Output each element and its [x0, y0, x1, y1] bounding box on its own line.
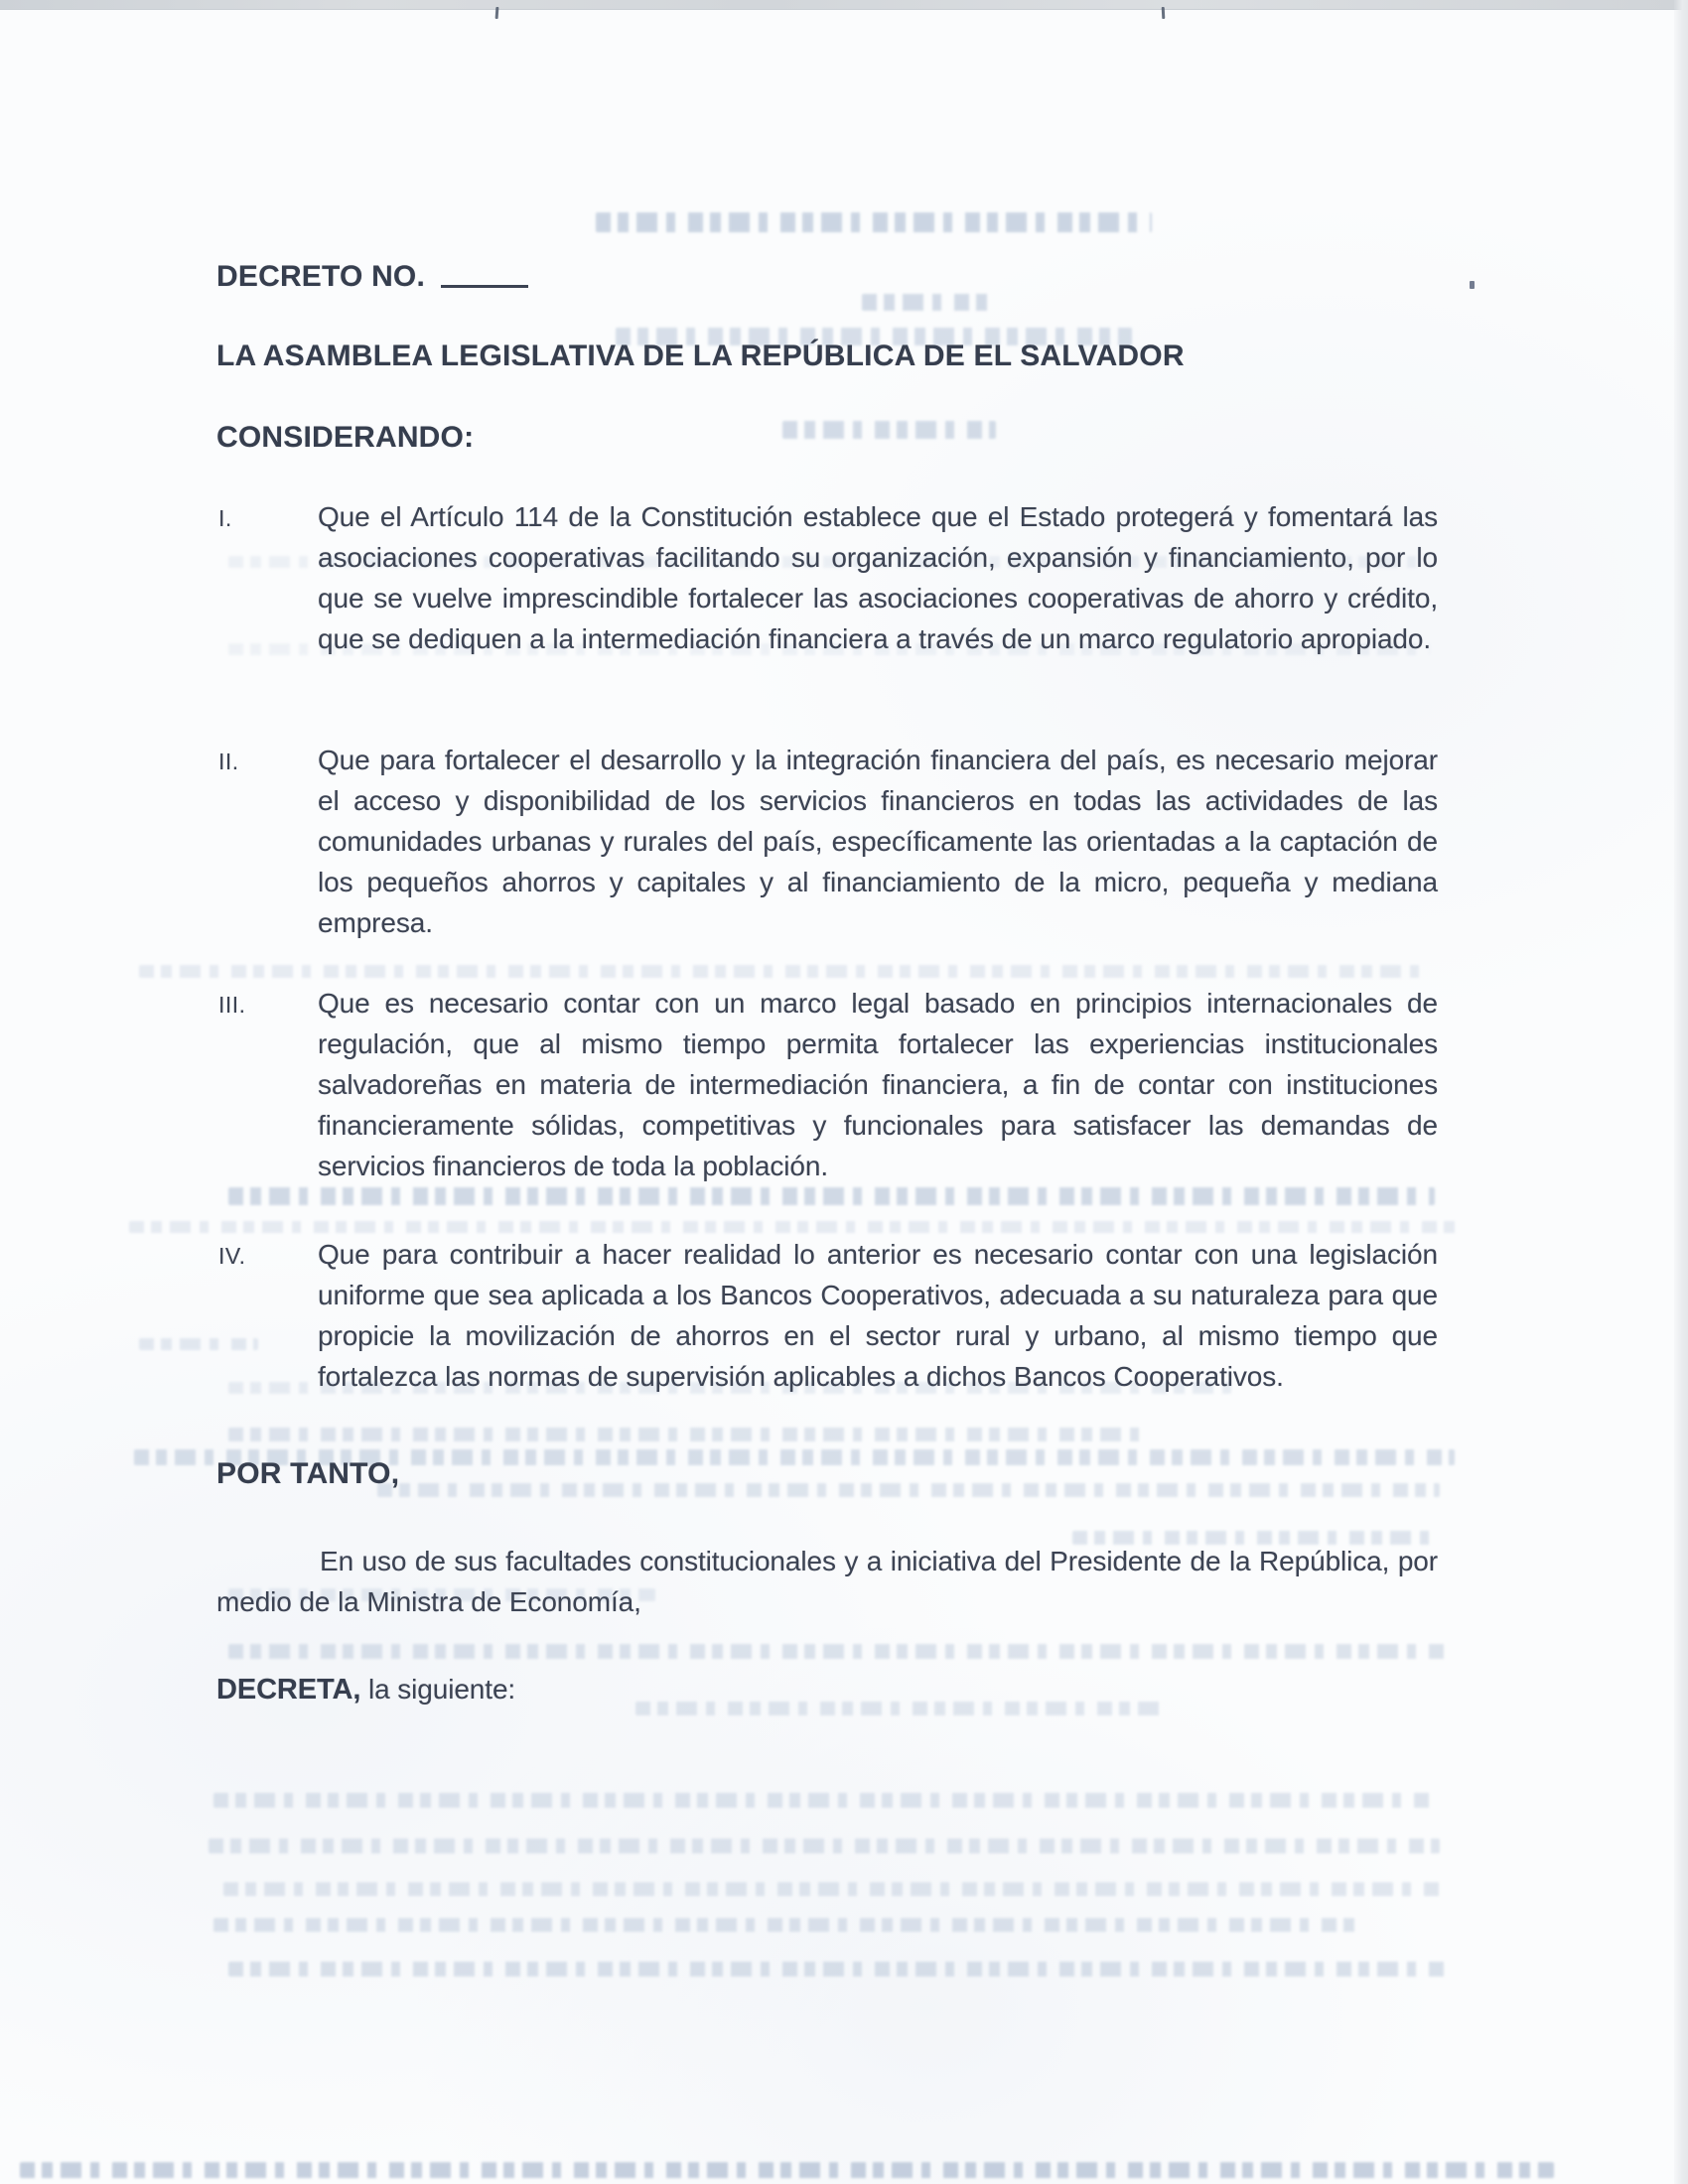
- bleedthrough-text: [139, 965, 1430, 978]
- consideration-text: Que para contribuir a hacer realidad lo anterior es necesario contar con una legislación uniforme que sea aplicada a los Bancos Cooperativos, adecuada a su naturaleza para que propicie la movilización de ahorros en el sector rural y urbano, al mismo tiempo que fortalezca las normas de supervisión aplicables a dichos Bancos Cooperativos.: [318, 1239, 1438, 1392]
- consideration-numeral: II.: [218, 749, 239, 774]
- authority-paragraph: En uso de sus facultades constitucionales y a iniciativa del Presidente de la República, por medio de la Ministra de Economía,: [216, 1546, 1438, 1617]
- decreta-label: DECRETA,: [216, 1674, 361, 1706]
- bleedthrough-text: [228, 1962, 1450, 1977]
- bleedthrough-text: [213, 1918, 1355, 1932]
- bleedthrough-text: [209, 1839, 1440, 1853]
- bleedthrough-text: [228, 1187, 1435, 1205]
- scan-speck: [1162, 7, 1166, 19]
- considering-heading: CONSIDERANDO:: [216, 421, 475, 454]
- decree-number-label: DECRETO NO.: [216, 260, 426, 293]
- consideration-text: Que es necesario contar con un marco legal basado en principios internacionales de regulación, que al mismo tiempo permita fortalecer las experiencias institucionales salvadoreñas en materia de intermediación financiera, a fin de contar con instituciones financieramente sólidas, competitivas y funcionales para satisfacer las demandas de servicios financieros de toda la población.: [318, 988, 1438, 1181]
- bleedthrough-text: [228, 1644, 1445, 1659]
- consideration-numeral: III.: [218, 992, 246, 1018]
- scan-speck: [495, 7, 499, 19]
- scan-edge-band-right: [1674, 0, 1688, 2184]
- decree-number-blank: [441, 285, 528, 288]
- bleedthrough-text: [782, 421, 996, 439]
- bleedthrough-text: [377, 1483, 1440, 1497]
- bleedthrough-text: [223, 1882, 1445, 1896]
- decree-number-heading: [216, 260, 528, 294]
- scan-speck: [1470, 281, 1475, 289]
- consideration-text: Que el Artículo 114 de la Constitución establece que el Estado protegerá y fomentará las asociaciones cooperativas facilitando su organización, expansión y financiamiento, por lo que se vuelve imprescindible fortalecer las asociaciones cooperativas de ahorro y crédito, que se dediquen a la intermediación financiera a través de un marco regulatorio apropiado.: [318, 501, 1438, 654]
- decreta-rest: la siguiente:: [360, 1674, 516, 1705]
- bleedthrough-text: [129, 1221, 1460, 1233]
- assembly-heading: LA ASAMBLEA LEGISLATIVA DE LA REPÚBLICA DE EL SALVADOR: [216, 340, 1185, 372]
- scan-edge-band-top: [0, 0, 1688, 10]
- bleedthrough-text: [596, 212, 1152, 232]
- consideration-item-2: [218, 740, 1438, 943]
- bleedthrough-text: [213, 1793, 1435, 1808]
- bleedthrough-text: [228, 1428, 1152, 1441]
- consideration-item-4: [218, 1234, 1438, 1397]
- bleedthrough-text: [20, 2162, 1554, 2178]
- consideration-numeral: I.: [218, 505, 232, 531]
- consideration-item-1: [218, 496, 1438, 659]
- consideration-text: Que para fortalecer el desarrollo y la integración financiera del país, es necesario mejorar el acceso y disponibilidad de los servicios financieros en todas las actividades de las comunidades urbanas y rurales del país, específicamente las orientadas a la captación de los pequeños ahorros y capitales y al financiamiento de la micro, pequeña y mediana empresa.: [318, 745, 1438, 938]
- decreta-line: [216, 1674, 515, 1706]
- consideration-numeral: IV.: [218, 1243, 246, 1269]
- bleedthrough-text: [862, 294, 991, 311]
- por-tanto-heading: POR TANTO,: [216, 1457, 400, 1490]
- bleedthrough-text: [635, 1702, 1162, 1715]
- consideration-item-3: [218, 983, 1438, 1186]
